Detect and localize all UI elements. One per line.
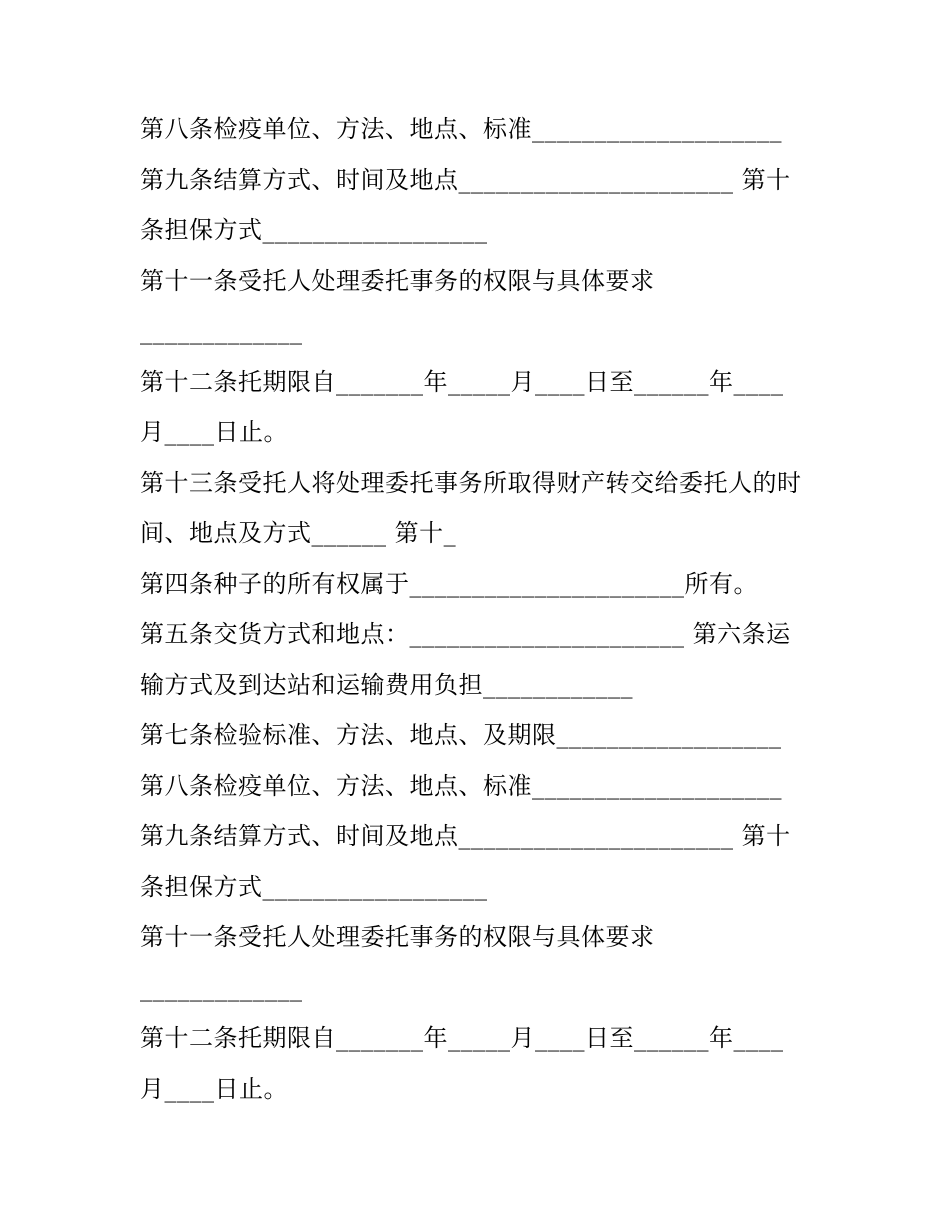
clause-line: 输方式及到达站和运输费用负担____________ [140,670,633,699]
clause-line: 第八条检疫单位、方法、地点、标准____________________ [140,115,782,143]
clause-line: 第七条检验标准、方法、地点、及期限__________________ [140,721,782,749]
clause-line: 第四条种子的所有权属于______________________所有。 [140,569,758,598]
clause-line: 第十一条受托人处理委托事务的权限与具体要求 [140,923,655,951]
clause-line: 月____日止。 [140,418,288,446]
blank-line: _____________ [140,973,303,1002]
clause-line: 第五条交货方式和地点：______________________ 第六条运 [140,620,791,648]
clause-line: 月____日止。 [140,1074,288,1103]
clause-line: 条担保方式__________________ [140,216,488,244]
clause-line: 第九条结算方式、时间及地点______________________ 第十 [140,822,791,850]
clause-line: 第十二条托期限自_______年_____月____日至______年____ [140,367,784,396]
clause-line: 第十三条受托人将处理委托事务所取得财产转交给委托人的时 [140,468,802,497]
clause-line: 第十一条受托人处理委托事务的权限与具体要求 [140,266,655,295]
blank-line: _____________ [140,317,303,345]
clause-line: 条担保方式__________________ [140,872,488,901]
document-page [140,104,820,1114]
clause-line: 第八条检疫单位、方法、地点、标准____________________ [140,771,782,800]
clause-line: 第九条结算方式、时间及地点______________________ 第十 [140,165,791,194]
clause-line: 间、地点及方式______ 第十_ [140,519,457,547]
clause-line: 第十二条托期限自_______年_____月____日至______年____ [140,1024,784,1052]
